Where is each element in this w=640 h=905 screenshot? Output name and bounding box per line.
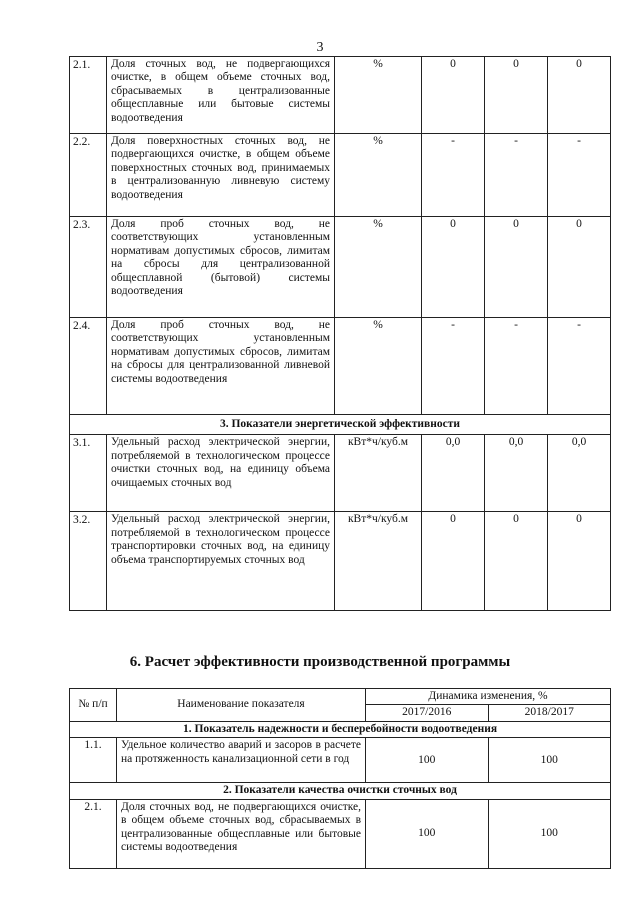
value-cell: 0 [485, 512, 548, 611]
table-row [70, 217, 611, 318]
value-cell: - [485, 318, 548, 415]
value-cell: 100 [366, 799, 489, 868]
row-number: 2.2. [70, 134, 107, 217]
row-number: 3.2. [70, 512, 107, 611]
value-cell: - [485, 134, 548, 217]
section-row [70, 721, 611, 737]
table-row [70, 738, 611, 783]
section-heading: 1. Показатель надежности и бесперебойности водоотведения [70, 721, 611, 737]
table-row [70, 435, 611, 512]
row-number: 2.3. [70, 217, 107, 318]
section-row [70, 783, 611, 799]
section-row [70, 415, 611, 435]
value-cell: 0 [548, 217, 611, 318]
value-cell: 0 [422, 217, 485, 318]
indicator-name: Доля поверхностных сточных вод, не подвергающихся очистке, в общем объеме поверхностных сточных вод, принимаемых в централизованную ливневую систему водоотведения [107, 134, 335, 217]
row-number: 2.1. [70, 57, 107, 134]
value-cell: 100 [488, 738, 611, 783]
value-cell: 0 [422, 512, 485, 611]
efficiency-table [69, 688, 611, 869]
value-cell: 0 [485, 217, 548, 318]
header-name: Наименование показателя [117, 689, 366, 722]
header-col-2018: 2018/2017 [488, 705, 611, 721]
value-cell: - [422, 318, 485, 415]
table-row [70, 57, 611, 134]
unit-cell: % [335, 57, 422, 134]
section-heading: 3. Показатели энергетической эффективности [70, 415, 611, 435]
value-cell: 0 [548, 57, 611, 134]
indicator-name: Удельный расход электрической энергии, потребляемой в технологическом процессе очистки сточных вод, на единицу объема очищаемых сточных вод [107, 435, 335, 512]
value-cell: 0 [485, 57, 548, 134]
row-number: 2.4. [70, 318, 107, 415]
unit-cell: % [335, 318, 422, 415]
unit-cell: кВт*ч/куб.м [335, 435, 422, 512]
page-number: 3 [316, 40, 324, 55]
value-cell: - [422, 134, 485, 217]
value-cell: 0,0 [548, 435, 611, 512]
table-row [70, 318, 611, 415]
indicator-name: Удельный расход электрической энергии, потребляемой в технологическом процессе транспортировки сточных вод, на единицу объема транспортируемых сточных вод [107, 512, 335, 611]
value-cell: 0,0 [485, 435, 548, 512]
indicator-name: Доля проб сточных вод, не соответствующих установленным нормативам допустимых сбросов, лимитам на сбросы для централизованной ливневой системы водоотведения [107, 318, 335, 415]
unit-cell: % [335, 134, 422, 217]
table-row [70, 512, 611, 611]
header-col-2017: 2017/2016 [366, 705, 489, 721]
table-row [70, 134, 611, 217]
row-number: 1.1. [70, 738, 117, 783]
table-row [70, 799, 611, 868]
indicator-name: Доля проб сточных вод, не соответствующих установленным нормативам допустимых сбросов, лимитам на сбросы для централизованной общесплавной (бытовой) системы водоотведения [107, 217, 335, 318]
header-number: № п/п [70, 689, 117, 722]
row-number: 3.1. [70, 435, 107, 512]
value-cell: 0,0 [422, 435, 485, 512]
unit-cell: кВт*ч/куб.м [335, 512, 422, 611]
row-number: 2.1. [70, 799, 117, 868]
indicator-name: Доля сточных вод, не подвергающихся очистке, в общем объеме сточных вод, сбрасываемых в централизованные общесплавные или бытовые системы водоотведения [117, 799, 366, 868]
value-cell: 0 [422, 57, 485, 134]
header-dynamics: Динамика изменения, % [366, 689, 611, 705]
indicators-table [69, 56, 611, 611]
value-cell: - [548, 318, 611, 415]
value-cell: 0 [548, 512, 611, 611]
indicator-name: Доля сточных вод, не подвергающихся очистке, в общем объеме сточных вод, сбрасываемых в централизованные общесплавные или бытовые системы водоотведения [107, 57, 335, 134]
section-heading: 2. Показатели качества очистки сточных вод [70, 783, 611, 799]
value-cell: 100 [366, 738, 489, 783]
header-row [70, 689, 611, 705]
section-title: 6. Расчет эффективности производственной программы [129, 654, 511, 670]
value-cell: - [548, 134, 611, 217]
unit-cell: % [335, 217, 422, 318]
indicator-name: Удельное количество аварий и засоров в расчете на протяженность канализационной сети в год [117, 738, 366, 783]
value-cell: 100 [488, 799, 611, 868]
